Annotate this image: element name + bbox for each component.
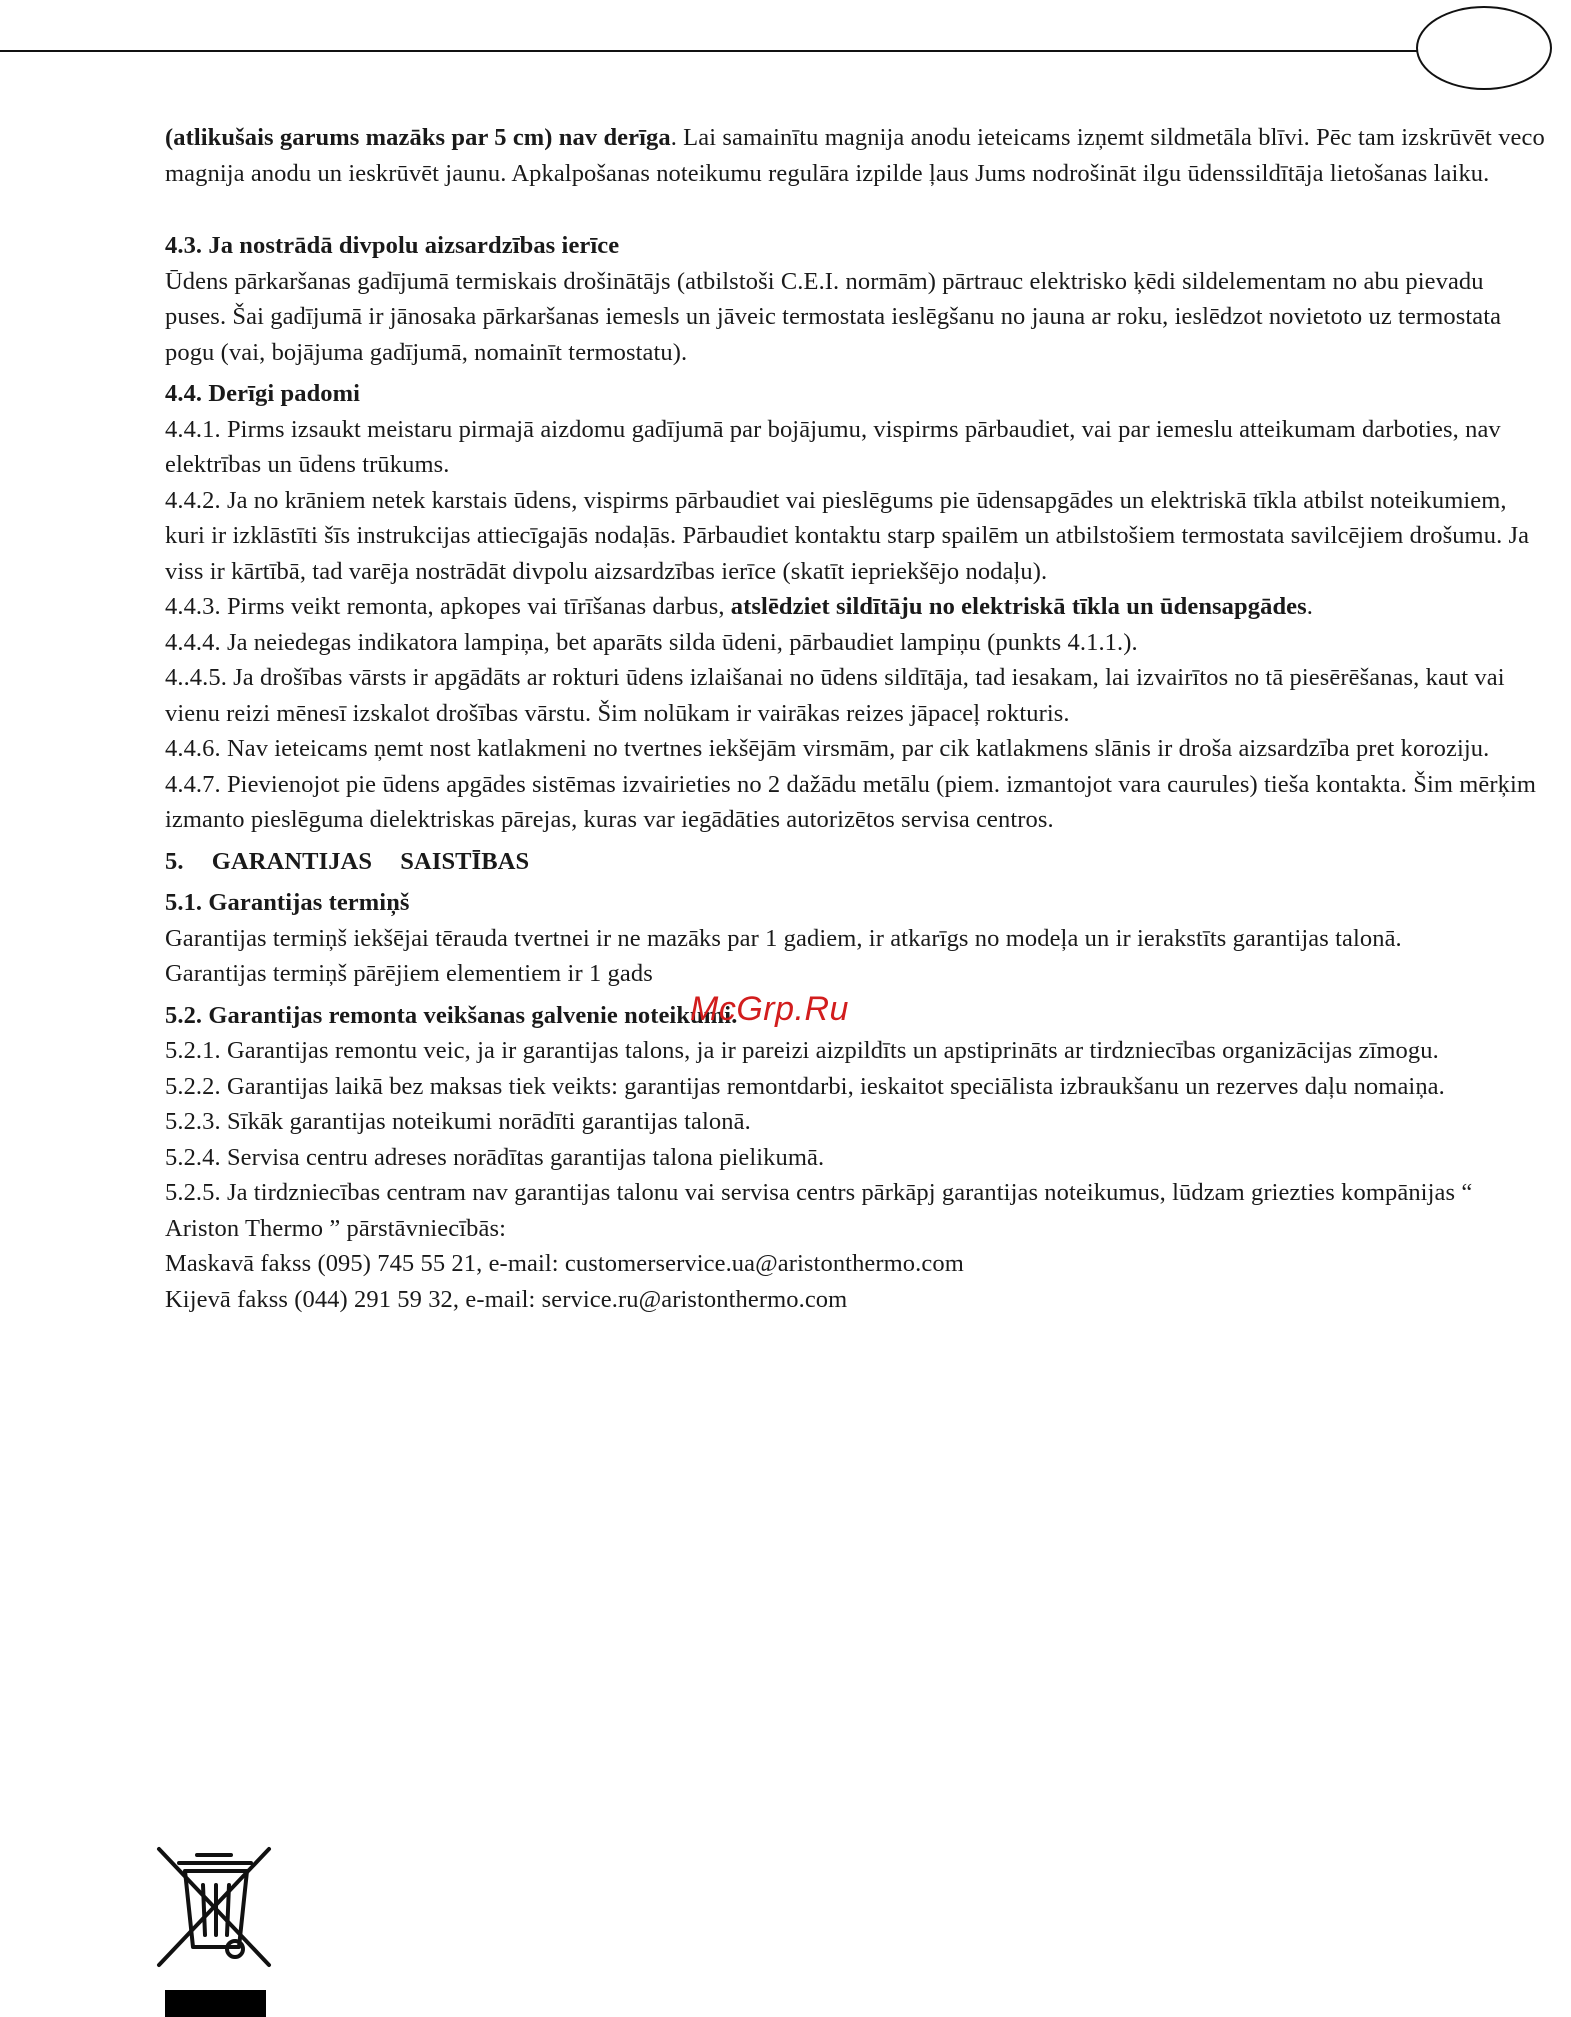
section-4-3-heading: 4.3. Ja nostrādā divpolu aizsardzības ierīce <box>165 232 620 259</box>
item-5-2-4: 5.2.4. Servisa centru adreses norādītas garantijas talona pielikumā. <box>165 1143 825 1171</box>
item-4-4-3 <box>165 589 1545 625</box>
section-5-1-heading: 5.1. Garantijas termiņš <box>165 889 410 916</box>
contact-moscow: Maskavā fakss (095) 745 55 21, e-mail: customerservice.ua@aristonthermo.com <box>165 1250 964 1277</box>
bold-prefix: (atlikušais garums mazāks par 5 cm) nav derīga <box>165 124 671 151</box>
weee-underbar <box>165 1990 266 2017</box>
item-4-4-1: 4.4.1. Pirms izsaukt meistaru pirmajā aizdomu gadījumā par bojājumu, vispirms pārbaudiet, vai par iemeslu atteikumam darboties, nav elektrības un ūdens trūkums. <box>165 415 1501 478</box>
continued-paragraph <box>165 120 1545 191</box>
section-5-2-heading: 5.2. Garantijas remonta veikšanas galvenie noteikumi. <box>165 1001 738 1029</box>
item-4-4-5: 4..4.5. Ja drošības vārsts ir apgādāts ar rokturi ūdens izlaišanai no ūdens sildītāja, tad iesakam, lai izvairītos no tā piesērēšanas, kaut vai vienu reizi mēnesī izskalot drošības vārstu. Šim nolūkam ir vairākas reizes jāpaceļ rokturis. <box>165 664 1505 727</box>
header-rule <box>0 50 1430 52</box>
section-4-3-body: Ūdens pārkaršanas gadījumā termiskais drošinātājs (atbilstoši C.E.I. normām) pārtrauc elektrisko ķēdi sildelementam no abu pievadu puses. Šai gadījumā ir jānosaka pārkaršanas iemesls un jāveic termostata ieslēgšanu no jauna ar roku, ieslēdzot novietoto uz termostata pogu (vai, bojājuma gadījumā, nomainīt termostatu). <box>165 267 1502 366</box>
chapter-5-heading: 5. GARANTIJAS SAISTĪBAS <box>165 847 530 875</box>
item-4-4-3-end: . <box>1306 593 1314 620</box>
item-4-4-4: 4.4.4. Ja neiedegas indikatora lampiņa, bet aparāts silda ūdeni, pārbaudiet lampiņu (punkts 4.1.1.). <box>165 628 1138 656</box>
section-4-4-heading: 4.4. Derīgi padomi <box>165 380 361 407</box>
item-4-4-7: 4.4.7. Pievienojot pie ūdens apgādes sistēmas izvairieties no 2 dažādu metālu (piem. izmantojot vara caurules) tieša kontakta. Šim mērķim izmanto pieslēguma dielektriskas pārejas, kuras var iegādāties autorizētos servisa centros. <box>165 770 1537 833</box>
contact-kiev: Kijevā fakss (044) 291 59 32, e-mail: service.ru@aristonthermo.com <box>165 1285 848 1313</box>
page-number-oval <box>1416 6 1552 90</box>
item-4-4-6: 4.4.6. Nav ieteicams ņemt nost katlakmeni no tvertnes iekšējām virsmām, par cik katlakmens slānis ir droša aizsardzība pret koroziju. <box>165 735 1490 762</box>
item-5-2-5: 5.2.5. Ja tirdzniecības centram nav garantijas talonu vai servisa centrs pārkāpj garantijas noteikumus, lūdzam griezties kompānijas “ Ariston Thermo ” pārstāvniecībās: <box>165 1179 1473 1242</box>
item-5-2-3: 5.2.3. Sīkāk garantijas noteikumi norādīti garantijas talonā. <box>165 1108 751 1135</box>
item-5-2-1: 5.2.1. Garantijas remontu veic, ja ir garantijas talons, ja ir pareizi aizpildīts un apstiprināts ar tirdzniecības organizācijas zīmogu. <box>165 1037 1439 1064</box>
section-5-1-para-2: Garantijas termiņš pārējiem elementiem ir 1 gads <box>165 960 653 987</box>
paragraph-rest: . Lai samainītu magnija anodu ieteicams izņemt sildmetāla blīvi. Pēc tam izskrūvēt veco magnija anodu un ieskrūvēt jaunu. Apkalpošanas noteikumu regulāra izpilde ļaus Jums nodrošināt ilgu ūdenssildītāja lietošanas laiku. <box>165 124 1545 187</box>
document-body <box>165 120 1545 1317</box>
item-4-4-3-text: 4.4.3. Pirms veikt remonta, apkopes vai tīrīšanas darbus, <box>165 593 731 620</box>
crossed-out-wheelie-bin-icon <box>155 1845 273 1969</box>
item-5-2-2: 5.2.2. Garantijas laikā bez maksas tiek veikts: garantijas remontdarbi, ieskaitot speciālista izbraukšanu un rezerves daļu nomaiņa. <box>165 1072 1445 1100</box>
item-4-4-2: 4.4.2. Ja no krāniem netek karstais ūdens, vispirms pārbaudiet vai pieslēgums pie ūdensapgādes un elektriskā tīkla atbilst noteikumiem, kuri ir izklāstīti šīs instrukcijas attiecīgajās nodaļās. Pārbaudiet kontaktu starp spailēm un atbilstošiem termostata savilcējiem drošumu. Ja viss ir kārtībā, tad varēja nostrādāt divpolu aizsardzības ierīce (skatīt iepriekšējo nodaļu). <box>165 486 1530 585</box>
section-5-1-para-1: Garantijas termiņš iekšējai tērauda tvertnei ir ne mazāks par 1 gadiem, ir atkarīgs no modeļa un ir ierakstīts garantijas talonā. <box>165 924 1402 952</box>
item-4-4-3-warning: atslēdziet sildītāju no elektriskā tīkla un ūdensapgādes <box>730 593 1307 620</box>
watermark: McGrp.Ru <box>690 990 849 1028</box>
